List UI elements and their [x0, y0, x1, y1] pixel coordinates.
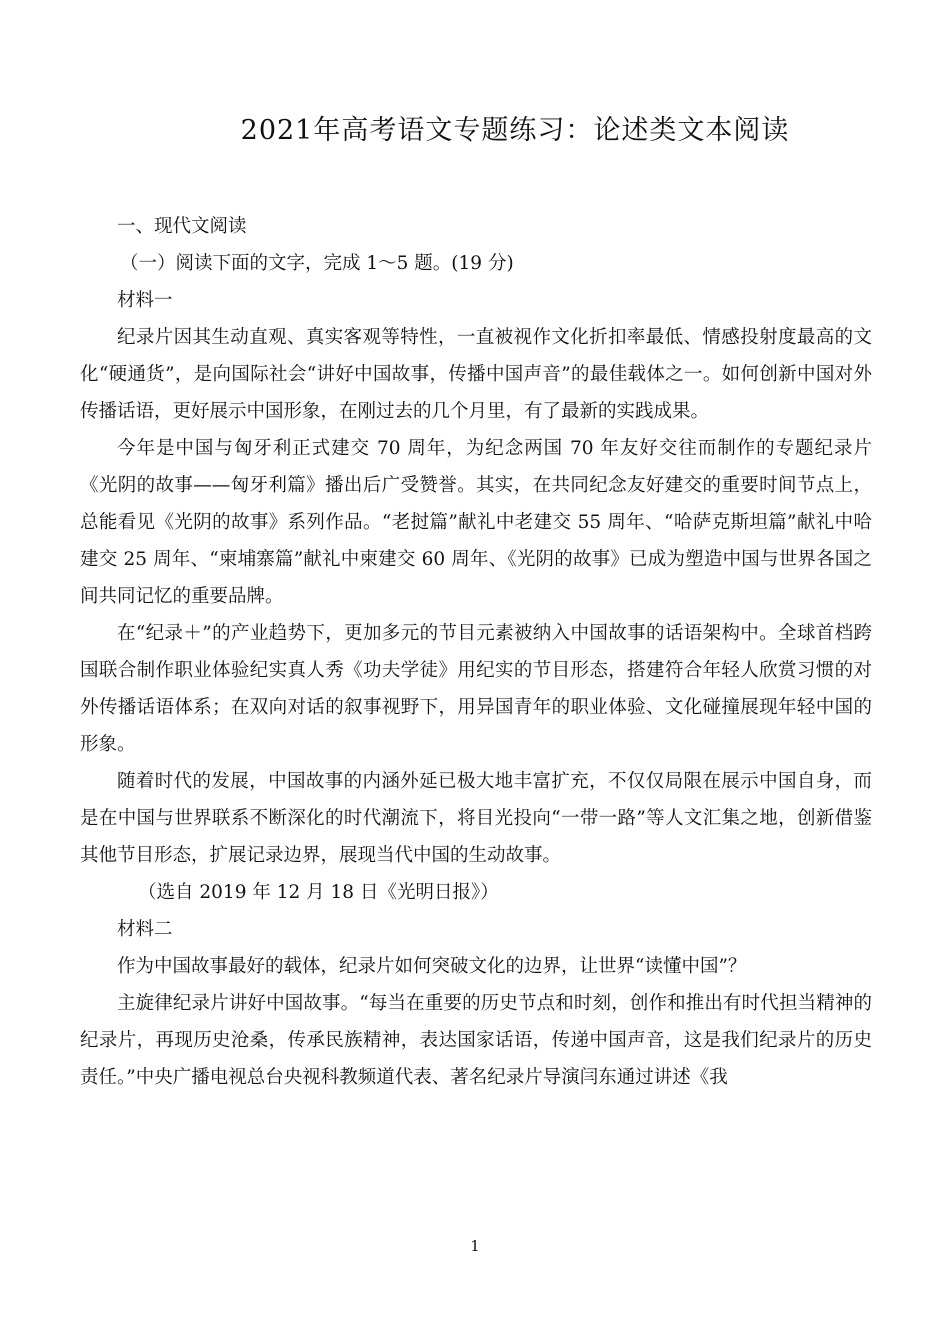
material-two-paragraph: 作为中国故事最好的载体，纪录片如何突破文化的边界，让世界“读懂中国”？ — [117, 956, 747, 977]
material-one-paragraph: 纪录片因其生动直观、真实客观等特性，一直被视作文化折扣率最低、情感投射度最高的文化“硬通货”，是向国际社会“讲好中国故事，传播中国声音”的最佳载体之一。如何创新中国对外传播话语，更好展示中国形象，在刚过去的几个月里，有了最新的实践成果。 — [80, 327, 872, 422]
material-one-paragraph: 今年是中国与匈牙利正式建交 70 周年，为纪念两国 70 年友好交往而制作的专题纪录片《光阴的故事——匈牙利篇》播出后广受赞誉。其实，在共同纪念友好建交的重要时间节点上，总能看见《光阴的故事》系列作品。“老挝篇”献礼中老建交 55 周年、“哈萨克斯坦篇”献礼中哈建交 25 周年、“柬埔寨篇”献礼中柬建交 60 周年、《光阴的故事》已成为塑造中国与世界各国之间共同记忆的重要品牌。 — [80, 438, 872, 607]
material-one-paragraph: 在“纪录＋”的产业趋势下，更加多元的节目元素被纳入中国故事的话语架构中。全球首档跨国联合制作职业体验纪实真人秀《功夫学徒》用纪实的节目形态，搭建符合年轻人欣赏习惯的对外传播话语体系；在双向对话的叙事视野下，用异国青年的职业体验、文化碰撞展现年轻中国的形象。 — [80, 623, 872, 755]
material-one-label: 材料一 — [117, 290, 173, 311]
section-heading: 一、现代文阅读 — [117, 216, 247, 237]
page-number: 1 — [470, 1237, 480, 1255]
document-title: 2021年高考语文专题练习：论述类文本阅读 — [240, 115, 790, 146]
material-two-label: 材料二 — [117, 919, 173, 940]
material-one-source: （选自 2019 年 12 月 18 日《光明日报》） — [138, 882, 499, 903]
material-one-paragraph: 随着时代的发展，中国故事的内涵外延已极大地丰富扩充，不仅仅局限在展示中国自身，而是在中国与世界联系不断深化的时代潮流下，将目光投向“一带一路”等人文汇集之地，创新借鉴其他节目形态，扩展记录边界，展现当代中国的生动故事。 — [80, 771, 872, 866]
document-body — [80, 208, 872, 1096]
material-two-paragraph: 主旋律纪录片讲好中国故事。“每当在重要的历史节点和时刻，创作和推出有时代担当精神的纪录片，再现历史沧桑，传承民族精神，表达国家话语，传递中国声音，这是我们纪录片的历史责任。”中央广播电视总台央视科教频道代表、著名纪录片导演闫东通过讲述《我 — [80, 993, 872, 1088]
subsection-heading: （一）阅读下面的文字，完成 1～5 题。(19 分) — [120, 253, 514, 274]
